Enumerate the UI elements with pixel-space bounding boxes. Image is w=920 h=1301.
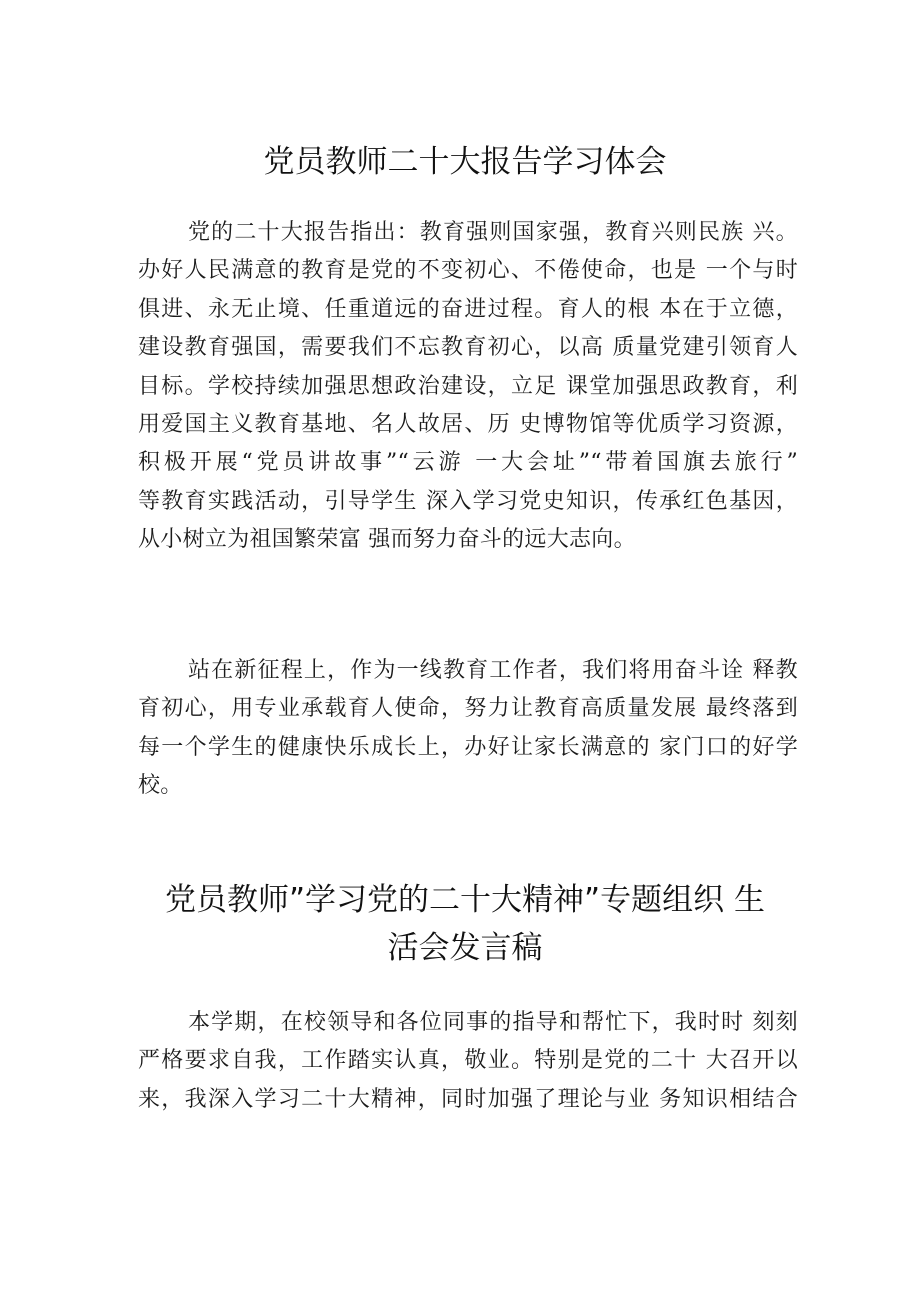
paragraph-line: 站在新征程上，作为一线教育工作者，我们将用奋斗诠 释教 [188, 658, 798, 683]
article1-paragraph-2 [138, 652, 798, 806]
title-line: 党员教师二十大报告学习体会 [263, 144, 667, 180]
paragraph-line: 来，我深入学习二十大精神，同时加强了理论与业 务知识相结合 [138, 1086, 798, 1112]
paragraph-line: 用爱国主义教育基地、名人故居、历 史博物馆等优质学习资源， [138, 411, 798, 437]
paragraph-line: 积极开展“党员讲故事”“云游 一大会址”“带着国旗去旅行” [138, 450, 798, 476]
title-line: 活会发言稿 [387, 930, 543, 966]
paragraph-line: 校。 [138, 773, 183, 799]
article-title-2 [120, 876, 810, 972]
paragraph-line: 建设教育强国，需要我们不忘教育初心，以高 质量党建引领育人 [138, 335, 798, 361]
paragraph-line: 办好人民满意的教育是党的不变初心、不倦使命，也是 一个与时 [138, 258, 798, 284]
paragraph-line: 严格要求自我，工作踏实认真，敬业。特别是党的二十 大召开以 [138, 1048, 798, 1074]
title-line: 党员教师”学习党的二十大精神”专题组织 生 [165, 882, 765, 918]
article-title-1 [120, 138, 810, 186]
paragraph-line: 等教育实践活动，引导学生 深入学习党史知识，传承红色基因， [138, 488, 798, 514]
article1-paragraph-1 [138, 214, 798, 560]
paragraph-line: 本学期，在校领导和各位同事的指导和帮忙下，我时时 刻刻 [188, 1010, 798, 1035]
article2-paragraph-1 [138, 1004, 798, 1119]
paragraph-line: 俱进、永无止境、任重道远的奋进过程。育人的根 本在于立德， [138, 296, 798, 322]
paragraph-line: 党的二十大报告指出：教育强则国家强，教育兴则民族 兴。 [188, 220, 798, 245]
paragraph-line: 每一个学生的健康快乐成长上，办好让家长满意的 家门口的好学 [138, 734, 798, 760]
paragraph-line: 从小树立为祖国繁荣富 强而努力奋斗的远大志向。 [138, 527, 636, 553]
paragraph-line: 育初心，用专业承载育人使命，努力让教育高质量发展 最终落到 [138, 696, 798, 722]
paragraph-line: 目标。学校持续加强思想政治建设，立足 课堂加强思政教育，利 [138, 373, 798, 399]
